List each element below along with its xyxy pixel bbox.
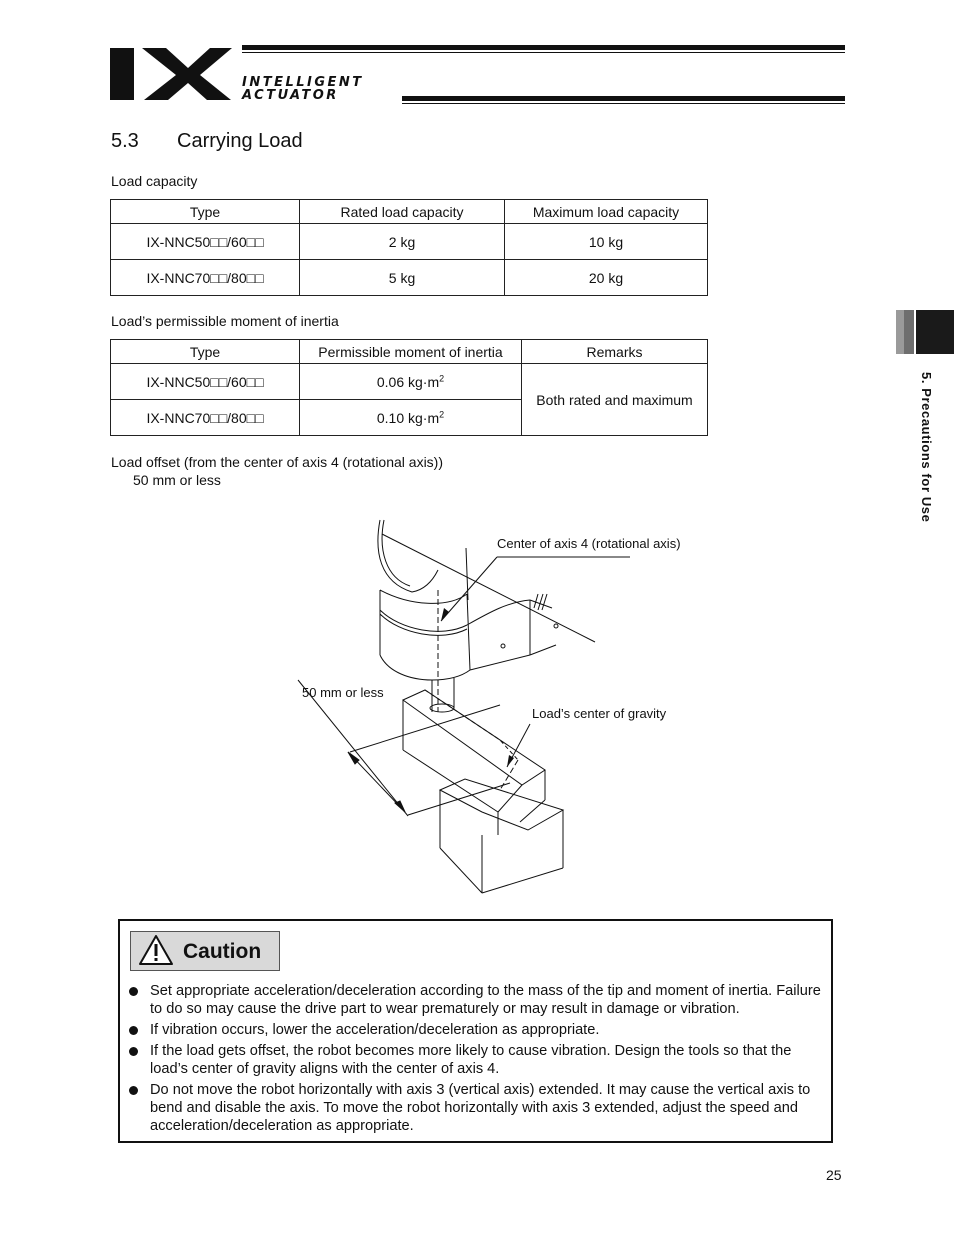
col-header-inertia: Permissible moment of inertia	[300, 340, 522, 364]
logo-text-line1: INTELLIGENT	[242, 75, 364, 90]
col-header-rated: Rated load capacity	[300, 200, 505, 224]
cell-remarks: Both rated and maximum	[522, 364, 708, 436]
header-rule-top-thin	[242, 52, 845, 53]
col-header-type: Type	[111, 200, 300, 224]
axis-center-line	[438, 590, 518, 790]
load-offset-diagram	[265, 510, 715, 900]
label-axis-center: Center of axis 4 (rotational axis)	[497, 536, 681, 551]
warning-icon	[138, 934, 174, 966]
offset-value: 50 mm or less	[133, 472, 221, 488]
load-block-drawing	[403, 690, 545, 835]
col-header-remarks: Remarks	[522, 340, 708, 364]
cell-type: IX-NNC50□□/60□□	[111, 224, 300, 260]
load-capacity-caption: Load capacity	[111, 173, 198, 189]
logo-wordmark	[242, 76, 364, 102]
unit-exponent: 2	[439, 408, 445, 419]
inertia-value: 0.10 kg·m	[376, 409, 440, 426]
table-row	[111, 364, 708, 400]
table-row	[111, 224, 708, 260]
table-row	[111, 260, 708, 296]
load-capacity-table	[110, 199, 708, 296]
col-header-type: Type	[111, 340, 300, 364]
cell-maximum: 20 kg	[505, 260, 708, 296]
side-tab-block	[916, 310, 954, 354]
list-item: Do not move the robot horizontally with axis 3 (vertical axis) extended. It may cause the vertical axis to bend and disable the axis. To move the robot horizontally with axis 3 extended, adjust the speed and acceleration/deceleration as appropriate.	[128, 1081, 828, 1135]
header-rule-top	[242, 45, 845, 50]
list-item: If the load gets offset, the robot becomes more likely to cause vibration. Design the tools so that the load’s center of gravity aligns with the center of axis 4.	[128, 1042, 828, 1078]
cell-type: IX-NNC50□□/60□□	[111, 364, 300, 400]
list-item: If vibration occurs, lower the acceleration/deceleration as appropriate.	[128, 1021, 828, 1039]
label-offset: 50 mm or less	[302, 685, 384, 700]
cell-rated: 5 kg	[300, 260, 505, 296]
list-item: Set appropriate acceleration/deceleration according to the mass of the tip and moment of inertia. Failure to do so may cause the drive part to wear prematurely or may result in damage or vibration.	[128, 982, 828, 1018]
cell-inertia	[300, 400, 522, 436]
cell-type: IX-NNC70□□/80□□	[111, 260, 300, 296]
side-tab-stripe-mid	[904, 310, 914, 354]
section-number: 5.3	[111, 130, 139, 152]
offset-caption: Load offset (from the center of axis 4 (rotational axis))	[111, 454, 444, 470]
header-rule-bottom	[402, 96, 845, 101]
side-tab-label: 5. Precautions for Use	[919, 372, 934, 523]
unit-exponent: 2	[439, 372, 445, 383]
cell-type: IX-NNC70□□/80□□	[111, 400, 300, 436]
page-number: 25	[826, 1167, 842, 1183]
ix-logo	[110, 48, 232, 100]
cell-maximum: 10 kg	[505, 224, 708, 260]
header-rule-bottom-thin	[402, 103, 845, 104]
caution-title: Caution	[183, 940, 262, 963]
side-tab-stripe-light	[896, 310, 904, 354]
table-header-row	[111, 200, 708, 224]
table-header-row	[111, 340, 708, 364]
cell-rated: 2 kg	[300, 224, 505, 260]
inertia-caption: Load’s permissible moment of inertia	[111, 313, 339, 329]
inertia-value: 0.06 kg·m	[376, 373, 440, 390]
label-gravity: Load’s center of gravity	[532, 706, 667, 721]
inertia-table	[110, 339, 708, 436]
caution-list	[128, 982, 828, 1138]
logo-text-line2: ACTUATOR	[242, 88, 339, 103]
col-header-maximum: Maximum load capacity	[505, 200, 708, 224]
cell-inertia	[300, 364, 522, 400]
leader-axis-center-arrow	[441, 557, 497, 621]
section-title: Carrying Load	[177, 130, 303, 152]
arrow-head	[441, 608, 449, 621]
